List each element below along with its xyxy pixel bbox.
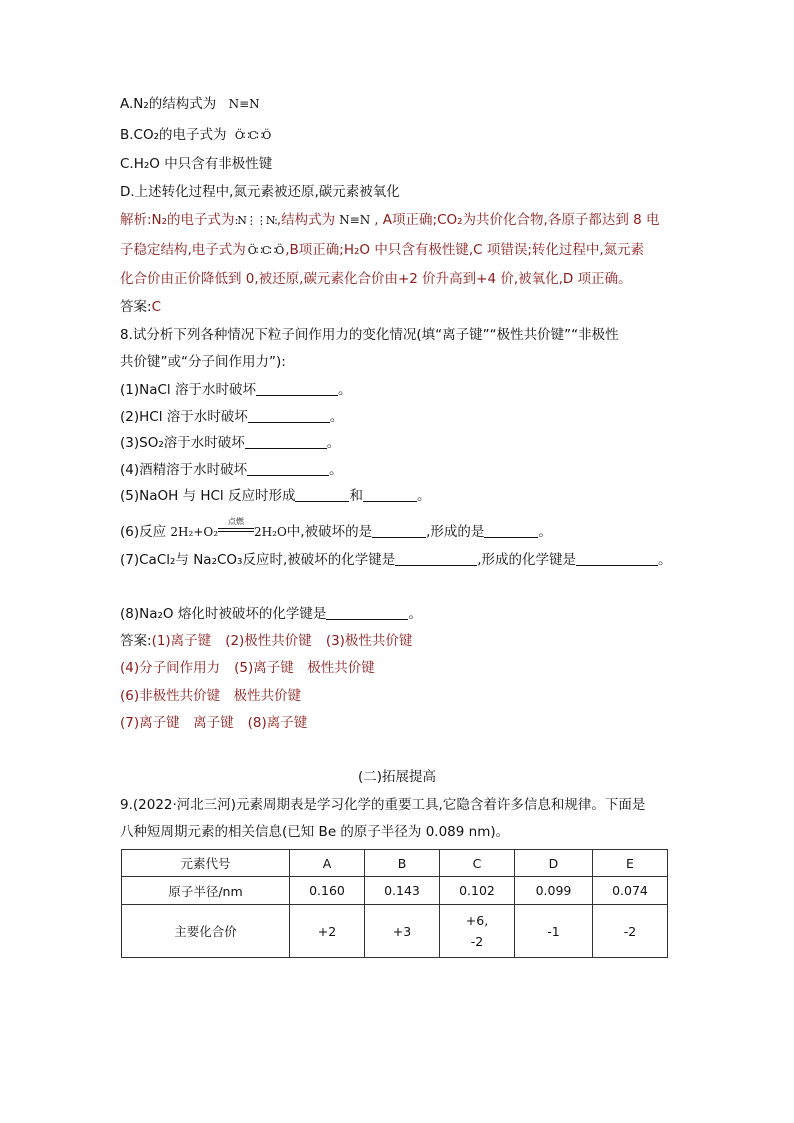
table-header-cell: D bbox=[515, 850, 593, 877]
question-text: (5)NaOH 与 HCl 反应时形成 bbox=[120, 488, 296, 504]
answer-value: (7)离子键 离子键 bbox=[120, 715, 234, 731]
question-8-stem-1 bbox=[120, 326, 619, 344]
option-d bbox=[120, 183, 400, 201]
answer-value: (1)离子键 bbox=[151, 633, 212, 649]
answer-8-line-1 bbox=[120, 632, 412, 650]
answer-value: (4)分子间作用力 bbox=[120, 660, 221, 676]
answer-blank[interactable] bbox=[484, 523, 538, 538]
table-cell: 0.099 bbox=[515, 877, 593, 905]
table-cell: 0.143 bbox=[365, 877, 440, 905]
analysis-text: ,结构式为 bbox=[276, 212, 336, 228]
table-cell-line: -2 bbox=[470, 934, 484, 949]
question-8-item-5 bbox=[120, 487, 430, 505]
answer-8-line-4 bbox=[120, 714, 307, 732]
question-text: (8)Na₂O 熔化时被破坏的化学键是 bbox=[120, 606, 327, 622]
question-text: (2)HCl 溶于水时破坏 bbox=[120, 409, 248, 425]
answer-value: (3)极性共价键 bbox=[325, 633, 413, 649]
table-cell: -1 bbox=[515, 905, 593, 958]
section-title-text: (二)拓展提高 bbox=[357, 769, 437, 785]
question-8-item-1 bbox=[120, 381, 351, 399]
table-cell-line: +6, bbox=[465, 913, 489, 928]
table-header-row bbox=[122, 850, 668, 877]
question-text: 9.(2022·河北三河)元素周期表是学习化学的重要工具,它隐含着许多信息和规律。下面是 bbox=[120, 797, 646, 813]
option-b-text: B.CO₂的电子式为 bbox=[120, 127, 227, 143]
period: 。 bbox=[658, 552, 672, 568]
answer-blank[interactable] bbox=[256, 381, 338, 396]
option-d-text: D.上述转化过程中,氮元素被还原,碳元素被氧化 bbox=[120, 184, 400, 200]
question-text: (4)酒精溶于水时破坏 bbox=[120, 462, 248, 478]
question-text: 八种短周期元素的相关信息(已知 Be 的原子半径为 0.089 nm)。 bbox=[120, 824, 510, 840]
option-a-formula: N≡N bbox=[228, 97, 260, 111]
n2-electron-formula: :N⋮⋮N: bbox=[234, 214, 277, 227]
answer-value: (2)极性共价键 bbox=[225, 633, 312, 649]
table-row bbox=[122, 905, 668, 958]
table-cell: 0.074 bbox=[593, 877, 668, 905]
period: 。 bbox=[329, 462, 343, 478]
period: 。 bbox=[416, 488, 431, 504]
section-title bbox=[0, 768, 794, 786]
analysis-line-1 bbox=[120, 211, 660, 230]
answer-value: (8)离子键 bbox=[247, 715, 308, 731]
table-header-cell: A bbox=[290, 850, 365, 877]
option-b bbox=[120, 126, 270, 145]
table-header-cell: E bbox=[593, 850, 668, 877]
period: 。 bbox=[408, 606, 422, 622]
answer-8-line-3 bbox=[120, 687, 301, 705]
analysis-text: , A项正确;CO₂为共价化合物,各原子都达到 8 电 bbox=[374, 212, 660, 228]
table-header-cell: B bbox=[365, 850, 440, 877]
table-cell bbox=[440, 905, 515, 958]
question-text: ,形成的化学键是 bbox=[477, 552, 577, 568]
reaction-left: 2H₂+O₂ bbox=[170, 525, 219, 539]
question-9-line-1 bbox=[120, 796, 645, 814]
question-9-line-2 bbox=[120, 823, 509, 841]
analysis-text: 化合价由正价降低到 0,被还原,碳元素化合价由+2 价升高到+4 价,被氧化,D 项正确。 bbox=[120, 271, 632, 287]
period: 。 bbox=[538, 524, 552, 540]
option-a-text: A.N₂的结构式为 bbox=[120, 96, 217, 112]
analysis-text: ,B项正确;H₂O 中只含有极性键,C 项错误;转化过程中,氮元素 bbox=[285, 242, 645, 258]
answer-blank[interactable] bbox=[363, 487, 417, 502]
answer-blank[interactable] bbox=[372, 523, 426, 538]
table-cell: +2 bbox=[290, 905, 365, 958]
table-cell: 0.102 bbox=[440, 877, 515, 905]
question-text: (6)反应 bbox=[120, 524, 167, 540]
answer-blank[interactable] bbox=[576, 551, 658, 566]
option-b-formula: Ö∷C∷Ö bbox=[234, 129, 271, 142]
question-8-item-7 bbox=[120, 551, 672, 569]
question-text: ,形成的是 bbox=[426, 524, 485, 540]
analysis-text: 解析:N₂的电子式为 bbox=[120, 212, 235, 228]
question-text: 和 bbox=[349, 488, 363, 504]
reaction-arrow bbox=[218, 517, 254, 541]
option-a bbox=[120, 95, 260, 113]
reaction-right: 2H₂O bbox=[254, 525, 287, 539]
question-text: (3)SO₂溶于水时破坏 bbox=[120, 435, 245, 451]
table-header-cell: 元素代号 bbox=[122, 850, 290, 877]
question-text: (1)NaCl 溶于水时破坏 bbox=[120, 382, 256, 398]
question-text: 8.试分析下列各种情况下粒子间作用力的变化情况(填“离子键”“极性共价键”“非极性 bbox=[120, 327, 619, 343]
table-cell: +3 bbox=[365, 905, 440, 958]
reaction-condition: 点燃 bbox=[228, 517, 245, 526]
table-cell: -2 bbox=[593, 905, 668, 958]
question-text: 共价键”或“分子间作用力”): bbox=[120, 354, 286, 370]
table-row-label: 原子半径/nm bbox=[122, 877, 290, 905]
period: 。 bbox=[337, 382, 352, 398]
answer-label: 答案: bbox=[120, 299, 152, 315]
answer-label: 答案: bbox=[120, 633, 152, 649]
answer-value: (6)非极性共价键 极性共价键 bbox=[120, 688, 302, 704]
answer-value: C bbox=[151, 299, 161, 315]
option-c bbox=[120, 155, 272, 173]
answer-blank[interactable] bbox=[247, 461, 329, 476]
answer-blank[interactable] bbox=[326, 605, 408, 620]
table-row bbox=[122, 877, 668, 905]
analysis-line-2 bbox=[120, 241, 644, 260]
question-text: (7)CaCl₂与 Na₂CO₃反应时,被破坏的化学键是 bbox=[120, 552, 396, 568]
question-8-item-4 bbox=[120, 461, 343, 479]
table-row-label: 主要化合价 bbox=[122, 905, 290, 958]
option-c-text: C.H₂O 中只含有非极性键 bbox=[120, 156, 273, 172]
answer-blank[interactable] bbox=[295, 487, 349, 502]
answer-8-line-2 bbox=[120, 659, 375, 677]
question-8-item-8 bbox=[120, 605, 422, 623]
co2-electron-formula: Ö∷C∷Ö bbox=[247, 244, 284, 257]
question-8-item-3 bbox=[120, 434, 340, 452]
answer-value: (5)离子键 极性共价键 bbox=[234, 660, 375, 676]
question-text: 中,被破坏的是 bbox=[286, 524, 373, 540]
analysis-line-3 bbox=[120, 270, 632, 288]
answer-7 bbox=[120, 298, 161, 316]
n2-structure-formula: N≡N bbox=[339, 213, 371, 227]
answer-blank[interactable] bbox=[245, 434, 327, 449]
analysis-text: 子稳定结构,电子式为 bbox=[120, 242, 246, 258]
question-8-item-6 bbox=[120, 517, 552, 541]
answer-blank[interactable] bbox=[248, 408, 330, 423]
question-8-stem-2 bbox=[120, 353, 286, 371]
table-cell: 0.160 bbox=[290, 877, 365, 905]
element-table bbox=[121, 849, 668, 958]
period: 。 bbox=[326, 435, 341, 451]
answer-blank[interactable] bbox=[395, 551, 477, 566]
table-header-cell: C bbox=[440, 850, 515, 877]
period: 。 bbox=[329, 409, 344, 425]
question-8-item-2 bbox=[120, 408, 343, 426]
